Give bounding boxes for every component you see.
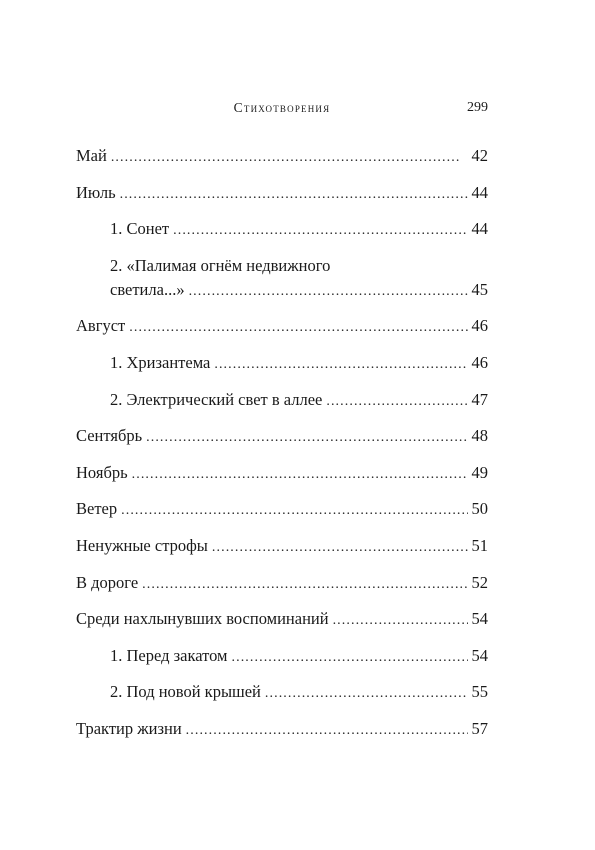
dot-leader <box>333 609 468 633</box>
dot-leader <box>186 719 468 743</box>
dot-leader <box>111 146 468 170</box>
toc-entry-on-the-road[interactable] <box>76 571 488 595</box>
dot-leader <box>142 573 467 597</box>
toc-entry-title: Ветер <box>76 499 118 519</box>
toc-entry-page: 44 <box>471 219 488 239</box>
toc-entry-tavern-of-life[interactable] <box>76 717 488 741</box>
book-page <box>76 0 488 850</box>
dot-leader <box>120 183 468 207</box>
toc-entry-september[interactable] <box>76 424 488 448</box>
toc-entry-title: 1. Хризантема <box>110 352 211 372</box>
toc-entry-august[interactable] <box>76 314 488 338</box>
dot-leader <box>173 219 467 243</box>
page-number: 299 <box>467 100 488 115</box>
dot-leader <box>212 536 468 560</box>
toc-entry-page: 52 <box>471 572 488 592</box>
dot-leader <box>132 463 468 487</box>
toc-entry-title: светила...» <box>110 279 185 299</box>
toc-entry-chrysanthemum[interactable] <box>76 351 488 375</box>
toc-entry-sonnet[interactable] <box>76 217 488 241</box>
toc-entry-title: 1. Перед закатом <box>110 645 228 665</box>
toc-entry-page: 42 <box>471 146 488 165</box>
toc-entry-title: 1. Сонет <box>110 219 170 239</box>
toc-entry-page: 48 <box>471 426 488 446</box>
dot-leader <box>232 646 468 670</box>
toc-entry-page: 44 <box>471 182 488 202</box>
toc-entry-title: Сентябрь <box>76 426 143 446</box>
toc-entry-page: 57 <box>471 718 488 738</box>
dot-leader <box>129 316 467 340</box>
toc-entry-unneeded-stanzas[interactable] <box>76 534 488 558</box>
toc-entry-page: 46 <box>471 316 488 336</box>
toc-entry-page: 54 <box>471 645 488 665</box>
toc-entry-electric-light[interactable] <box>76 388 488 412</box>
dot-leader <box>189 280 468 304</box>
toc-entry-memories[interactable] <box>76 607 488 631</box>
dot-leader <box>265 682 468 706</box>
toc-entry-page: 45 <box>471 279 488 299</box>
toc-entry-title: Ненужные строфы <box>76 535 208 555</box>
toc-entry-new-roof[interactable] <box>76 680 488 704</box>
dot-leader <box>146 426 467 450</box>
toc-entry-page: 47 <box>471 389 488 409</box>
toc-entry-title: Май <box>76 146 107 165</box>
table-of-contents <box>76 144 488 754</box>
toc-entry-title: 2. Под новой крышей <box>110 682 261 702</box>
toc-entry-page: 49 <box>471 462 488 482</box>
dot-leader <box>121 499 467 523</box>
running-head <box>76 100 488 120</box>
toc-entry-november[interactable] <box>76 461 488 485</box>
toc-entry-page: 50 <box>471 499 488 519</box>
toc-entry-page: 55 <box>471 682 488 702</box>
toc-entry-before-sunset[interactable] <box>76 644 488 668</box>
toc-entry-title: Трактир жизни <box>76 718 182 738</box>
toc-entry-title: Ноябрь <box>76 462 128 482</box>
toc-entry-title: 2. Электрический свет в аллее <box>110 389 323 409</box>
dot-leader <box>214 353 467 377</box>
toc-entry-wind[interactable] <box>76 497 488 521</box>
toc-entry-title: Август <box>76 316 126 336</box>
toc-entry-palimaya[interactable] <box>76 254 488 302</box>
toc-entry-title-line1: 2. «Палимая огнём недвижного <box>110 255 331 275</box>
toc-entry-july[interactable] <box>76 181 488 205</box>
toc-entry-title: Среди нахлынувших воспоминаний <box>76 609 329 629</box>
toc-entry-title: Июль <box>76 182 116 202</box>
running-title: Стихотворения <box>233 100 331 115</box>
dot-leader <box>326 390 467 414</box>
toc-entry-may[interactable] <box>76 144 488 168</box>
toc-entry-page: 51 <box>471 535 488 555</box>
toc-entry-title: В дороге <box>76 572 139 592</box>
toc-entry-page: 46 <box>471 352 488 372</box>
toc-entry-page: 54 <box>471 609 488 629</box>
